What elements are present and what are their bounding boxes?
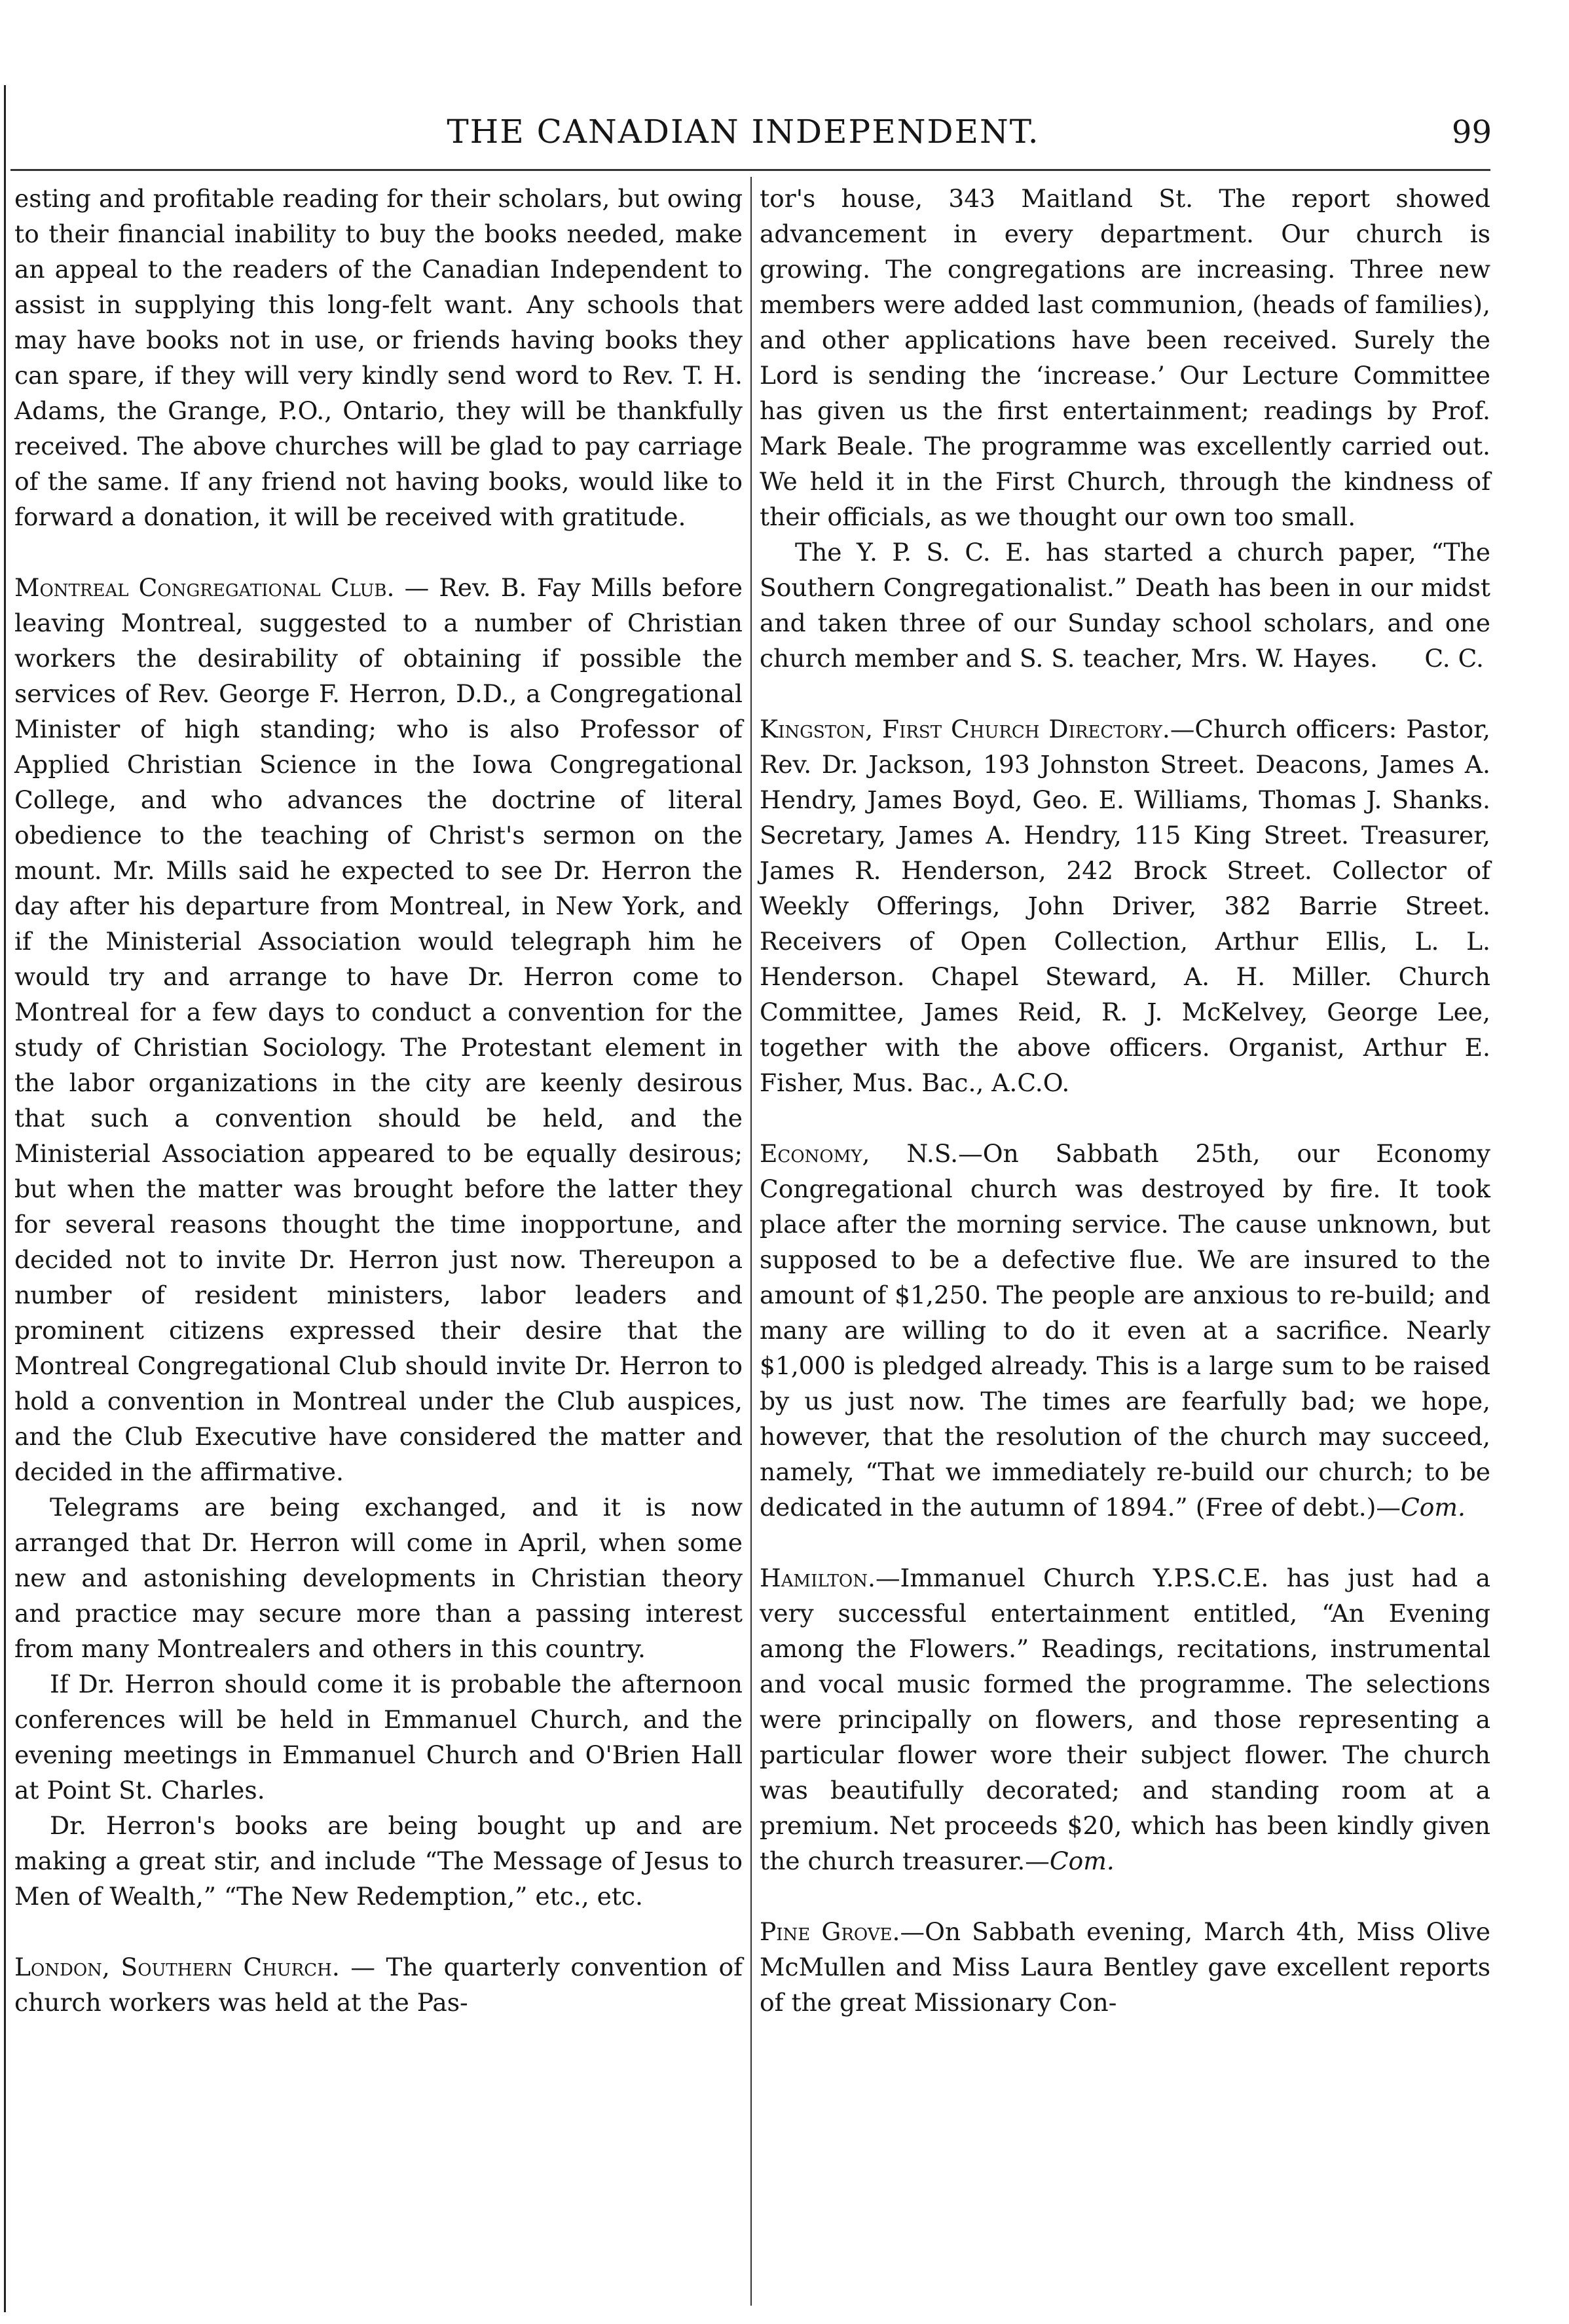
telegrams-paragraph: Telegrams are being exchanged, and it is now arranged that Dr. Herron will come in April, when some new and astonishing developments in Christian theory and practice may secure more than a passing interest from many Montrealers and others in this country. bbox=[14, 1493, 743, 1663]
column-divider bbox=[750, 177, 752, 2306]
pine-grove-body: —On Sabbath evening, March 4th, Miss Olive McMullen and Miss Laura Bentley gave excellent reports of the great Missionary Con- bbox=[760, 1917, 1490, 2017]
page-header bbox=[0, 113, 1569, 159]
hamilton-heading: Hamilton. bbox=[760, 1564, 876, 1592]
conferences-paragraph: If Dr. Herron should come it is probable the afternoon conferences will be held in Emmanuel Church, and the evening meetings in Emmanuel Church and O'Brien Hall at Point St. Charles. bbox=[14, 1670, 743, 1805]
economy-heading: Economy, N.S. bbox=[760, 1139, 959, 1168]
london-heading: London, Southern Church. bbox=[14, 1953, 340, 1981]
london-body: — The quarterly convention of church workers was held at the Pas- bbox=[14, 1953, 743, 2017]
ypsce-paragraph: The Y. P. S. C. E. has started a church paper, “The Southern Congregationalist.” Death has been in our midst and taken three of our Sunday school scholars, and one church member and S. S. teacher, Mrs. W. Hayes. bbox=[760, 538, 1490, 673]
london-article bbox=[14, 1949, 743, 2020]
right-column bbox=[760, 181, 1490, 2020]
kingston-body: —Church officers: Pastor, Rev. Dr. Jackson, 193 Johnston Street. Deacons, James A. Hendry, James Boyd, Geo. E. Williams, Thomas J. Shanks. Secretary, James A. Hendry, 115 King Street. Treasurer, James R. Henderson, 242 Brock Street. Collector of Weekly Offerings, John Driver, 382 Barrie Street. Receivers of Open Collection, Arthur Ellis, L. L. Henderson. Chapel Steward, A. H. Miller. Church Committee, James Reid, R. J. McKelvey, George Lee, together with the above officers. Organist, Arthur E. Fisher, Mus. Bac., A.C.O. bbox=[760, 715, 1490, 1097]
montreal-heading: Montreal Congregational Club. bbox=[14, 573, 395, 602]
london-continuation: tor's house, 343 Maitland St. The report showed advancement in every department. Our church is growing. The congregations are increasing. Three new members were added last communion, (heads of families), and other applications have been received. Surely the Lord is sending the ‘increase.’ Our Lecture Committee has given us the first entertainment; readings by Prof. Mark Beale. The programme was excellently carried out. We held it in the First Church, through the kindness of their officials, as we thought our own too small. bbox=[760, 184, 1490, 531]
economy-com: Com. bbox=[1400, 1493, 1466, 1522]
books-paragraph: Dr. Herron's books are being bought up and are making a great stir, and include “The Message of Jesus to Men of Wealth,” “The New Redemption,” etc., etc. bbox=[14, 1811, 743, 1911]
kingston-heading: Kingston, First Church Directory. bbox=[760, 715, 1170, 743]
economy-article bbox=[760, 1136, 1490, 1525]
hamilton-com: Com. bbox=[1049, 1846, 1115, 1875]
kingston-article bbox=[760, 711, 1490, 1100]
left-column bbox=[14, 181, 743, 2020]
appeal-paragraph: esting and profitable reading for their scholars, but owing to their financial inability to buy the books needed, make an appeal to the readers of the Canadian Independent to assist in supplying this long-felt want. Any schools that may have books not in use, or friends having books they can spare, if they will very kindly send word to Rev. T. H. Adams, the Grange, P.O., Ontario, they will be thankfully received. The above churches will be glad to pay carriage of the same. If any friend not having books, would like to forward a donation, it will be received with gratitude. bbox=[14, 184, 743, 531]
page-number: 99 bbox=[1451, 114, 1492, 151]
masthead-title: THE CANADIAN INDEPENDENT. bbox=[447, 113, 1040, 151]
pine-grove-article bbox=[760, 1914, 1490, 2020]
hamilton-body: —Immanuel Church Y.P.S.C.E. has just had a very successful entertainment entitled, “An Evening among the Flowers.” Readings, recitations, instrumental and vocal music formed the programme. The selections were principally on flowers, and those representing a particular flower wore their subject flower. The church was beautifully decorated; and standing room at a premium. Net proceeds $20, which has been kindly given the church treasurer.— bbox=[760, 1564, 1490, 1875]
pine-grove-heading: Pine Grove. bbox=[760, 1917, 900, 1946]
montreal-article bbox=[14, 570, 743, 1490]
ypsce-signature: C. C. bbox=[1424, 644, 1484, 673]
left-margin-rule bbox=[4, 85, 6, 2312]
header-rule bbox=[10, 169, 1490, 171]
hamilton-article bbox=[760, 1560, 1490, 1879]
economy-body: —On Sabbath 25th, our Economy Congregational church was destroyed by fire. It took place after the morning service. The cause unknown, but supposed to be a defective flue. We are insured to the amount of $1,250. The people are anxious to re-build; and many are willing to do it even at a sacrifice. Nearly $1,000 is pledged already. This is a large sum to be raised by us just now. The times are fearfully bad; we hope, however, that the resolution of the church may succeed, namely, “That we immediately re-build our church; to be dedicated in the autumn of 1894.” (Free of debt.)— bbox=[760, 1139, 1490, 1522]
montreal-body: — Rev. B. Fay Mills before leaving Montreal, suggested to a number of Christian workers the desirability of obtaining if possible the services of Rev. George F. Herron, D.D., a Congregational Minister of high standing; who is also Professor of Applied Christian Science in the Iowa Congregational College, and who advances the doctrine of literal obedience to the teaching of Christ's sermon on the mount. Mr. Mills said he expected to see Dr. Herron the day after his departure from Montreal, in New York, and if the Ministerial Association would telegraph him he would try and arrange to have Dr. Herron come to Montreal for a few days to conduct a convention for the study of Christian Sociology. The Protestant element in the labor organizations in the city are keenly desirous that such a convention should be held, and the Ministerial Association appeared to be equally desirous; but when the matter was brought before the latter they for several reasons thought the time inopportune, and decided not to invite Dr. Herron just now. Thereupon a number of resident ministers, labor leaders and prominent citizens expressed their desire that the Montreal Congregational Club should invite Dr. Herron to hold a convention in Montreal under the Club auspices, and the Club Executive have considered the matter and decided in the affirmative. bbox=[14, 573, 743, 1486]
